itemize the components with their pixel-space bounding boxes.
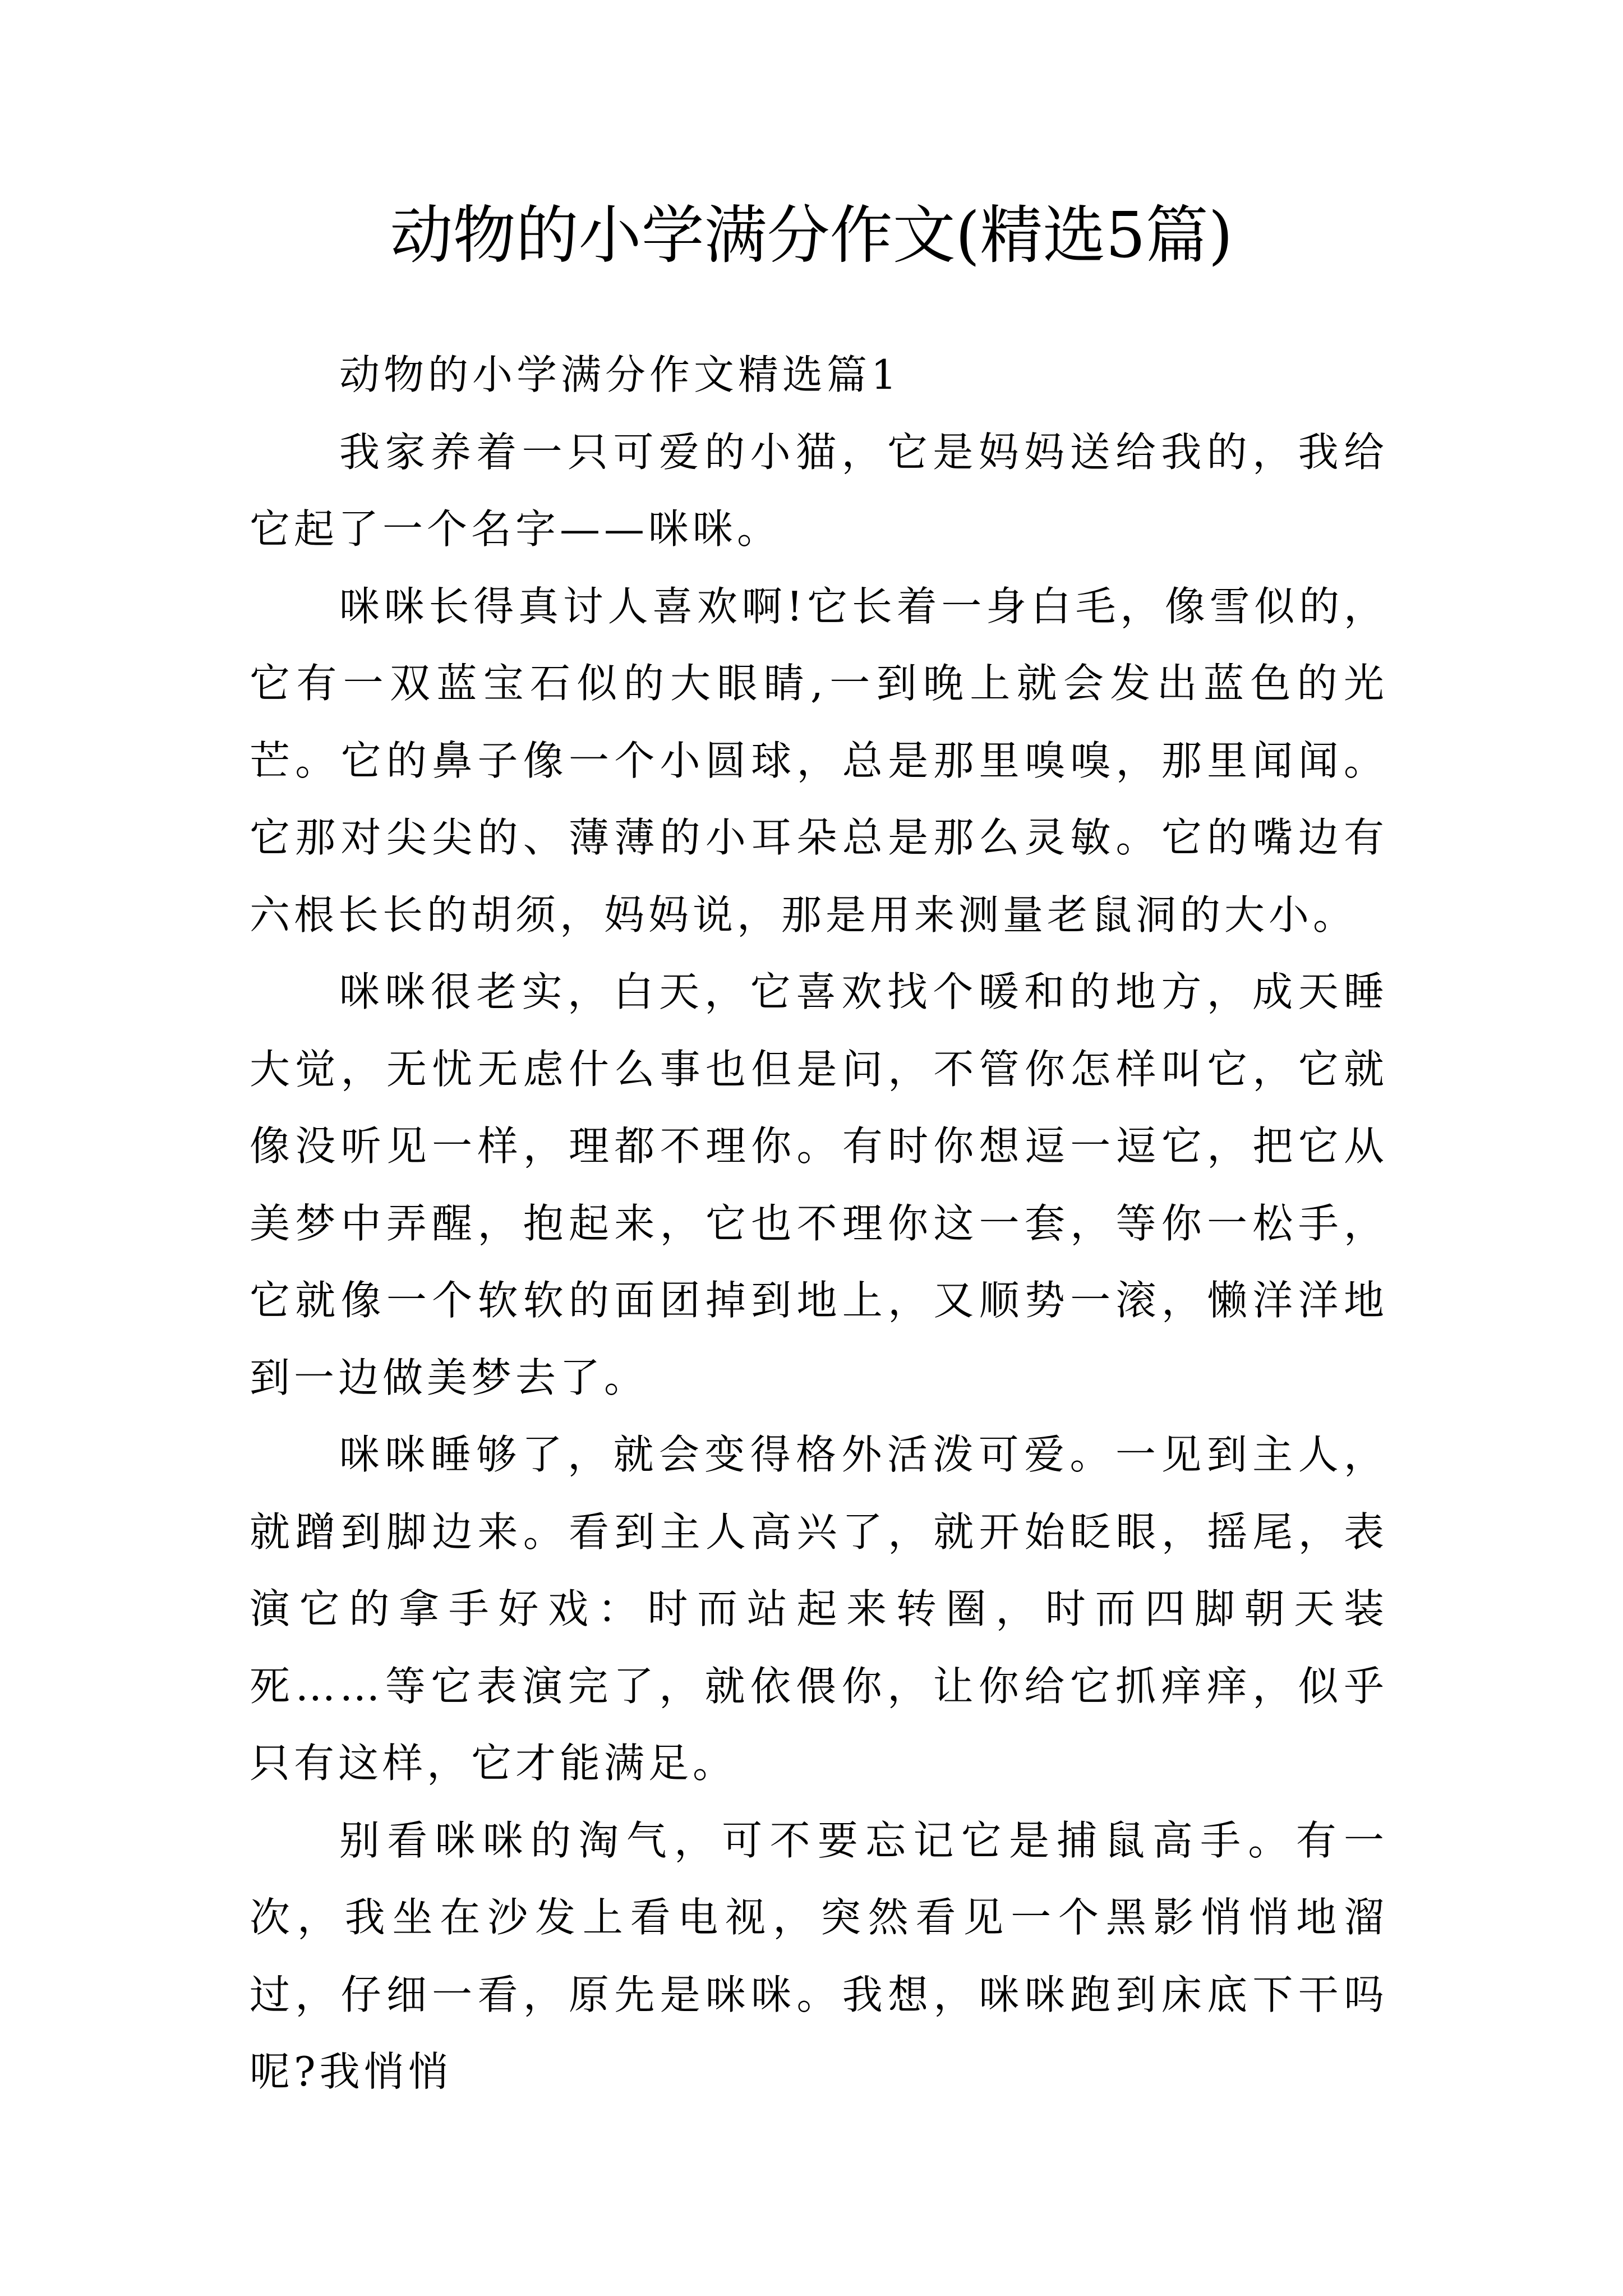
paragraph: 我家养着一只可爱的小猫，它是妈妈送给我的，我给它起了一个名字——咪咪。 (250, 428, 1388, 553)
paragraph: 咪咪睡够了，就会变得格外活泼可爱。一见到主人，就蹭到脚边来。看到主人高兴了，就开始眨眼，摇尾，表演它的拿手好戏：时而站起来转圈，时而四脚朝天装死……等它表演完了，就依偎你，让你给它抓痒痒，似乎只有这样，它才能满足。 (250, 1431, 1388, 1787)
paragraph: 咪咪很老实，白天，它喜欢找个暖和的地方，成天睡大觉，无忧无虑什么事也但是问，不管你怎样叫它，它就像没听见一样，理都不理你。有时你想逗一逗它，把它从美梦中弄醒，抱起来，它也不理你这一套，等你一松手，它就像一个软软的面团掉到地上，又顺势一滚，懒洋洋地到一边做美梦去了。 (250, 968, 1388, 1401)
document-body (250, 337, 1388, 2111)
paragraph: 别看咪咪的淘气，可不要忘记它是捕鼠高手。有一次，我坐在沙发上看电视，突然看见一个黑影悄悄地溜过，仔细一看，原先是咪咪。我想，咪咪跑到床底下干吗呢?我悄悄 (250, 1816, 1388, 2095)
section-heading: 动物的小学满分作文精选篇1 (339, 351, 901, 398)
paragraph: 咪咪长得真讨人喜欢啊!它长着一身白毛，像雪似的，它有一双蓝宝石似的大眼睛,一到晚上就会发出蓝色的光芒。它的鼻子像一个小圆球，总是那里嗅嗅，那里闻闻。它那对尖尖的、薄薄的小耳朵总是那么灵敏。它的嘴边有六根长长的胡须，妈妈说，那是用来测量老鼠洞的大小。 (250, 582, 1388, 938)
document-title: 动物的小学满分作文(精选5篇) (390, 199, 1233, 272)
